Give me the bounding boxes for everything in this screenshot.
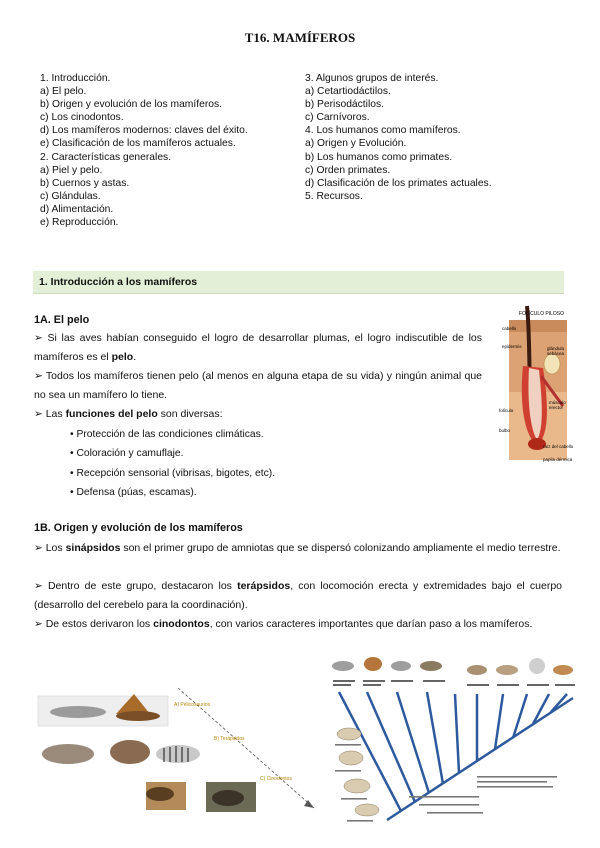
figure-label: músculo xyxy=(549,400,566,405)
list-item: • Defensa (púas, escamas). xyxy=(70,486,197,498)
toc-item: a) Cetartiodáctilos. xyxy=(305,86,391,98)
toc-item: c) Glándulas. xyxy=(40,190,101,202)
toc-item: e) Reproducción. xyxy=(40,217,119,229)
toc-item: 1. Introducción. xyxy=(40,73,111,84)
figure-label: erector xyxy=(549,405,564,410)
paragraph: ➢ Dentro de este grupo, destacaron los terápsidos, con locomoción erecta y extremidades bajo el cuerpo (desarrollo del cerebelo para la coordinación). xyxy=(34,580,563,611)
toc-item: c) Los cinodontos. xyxy=(40,112,124,124)
list-item: • Protección de las condiciones climáticas. xyxy=(70,429,264,440)
paragraph: ➢ Las funciones del pelo son diversas: xyxy=(34,408,223,420)
toc-item: a) Piel y pelo. xyxy=(40,164,103,176)
figure-label: glándula xyxy=(547,346,565,351)
list-item: • Coloración y camuflaje. xyxy=(70,448,184,460)
figure-label: papila dérmica xyxy=(543,457,573,462)
bullet-list xyxy=(70,425,275,502)
toc-item: b) Origen y evolución de los mamíferos. xyxy=(40,99,222,111)
figure-label: A) Pelicosaurios xyxy=(174,702,211,708)
figure-label: epidermis xyxy=(502,344,522,349)
paragraph: ➢ De estos derivaron los cinodontos, con varios caracteres importantes que darían paso a los mamíferos. xyxy=(34,618,533,630)
figure-label: FOLÍCULO PILOSO xyxy=(519,311,565,317)
toc-right xyxy=(305,72,492,203)
toc-left xyxy=(40,72,248,229)
page-title: T16. MAMÍFEROS xyxy=(244,30,356,45)
toc-item: e) Clasificación de los mamíferos actuales. xyxy=(40,138,236,150)
section-title: 1. Introducción a los mamíferos xyxy=(39,276,198,288)
toc-item: c) Carnívoros. xyxy=(305,112,370,124)
toc-item: d) Clasificación de los primates actuales. xyxy=(305,177,492,189)
paragraph: ➢ Todos los mamíferos tienen pelo (al menos en alguna etapa de su vida) y ningún animal que no sea un mamífero lo tiene. xyxy=(34,370,482,401)
paragraph: ➢ Si las aves habían conseguido el logro de desarrollar plumas, el logro indiscutible de los mamíferos es el pelo. xyxy=(34,332,482,363)
toc-item: c) Orden primates. xyxy=(305,164,391,176)
subsection-heading: 1A. El pelo xyxy=(34,314,90,326)
figure-label: folículo xyxy=(499,408,514,413)
figure-label: raíz del cabello xyxy=(543,444,574,449)
toc-item: 3. Algunos grupos de interés. xyxy=(305,73,439,84)
toc-item: b) Cuernos y astas. xyxy=(40,177,130,189)
paragraph: ➢ Los sinápsidos son el primer grupo de amniotas que se dispersó colonizando ampliamente el medio terrestre. xyxy=(34,542,561,554)
toc-item: b) Perisodáctilos. xyxy=(305,99,384,111)
toc-item: d) Los mamíferos modernos: claves del éxito. xyxy=(40,125,248,137)
subsection-heading: 1B. Origen y evolución de los mamíferos xyxy=(34,522,243,534)
figure-label: bulbo xyxy=(499,428,511,433)
toc-item: 5. Recursos. xyxy=(305,190,363,202)
figure-label: C) Cinodontos xyxy=(260,776,292,782)
figure-label: cabello xyxy=(502,326,517,331)
toc-item: a) El pelo. xyxy=(40,86,87,98)
figure-label: sebácea xyxy=(547,351,565,356)
hair-follicle-figure xyxy=(497,306,574,466)
toc-item: b) Los humanos como primates. xyxy=(305,151,453,163)
figure-label: B) Terápsidos xyxy=(214,736,245,742)
toc-item: 2. Características generales. xyxy=(40,151,172,163)
evolution-figure xyxy=(38,684,320,816)
toc-item: 4. Los humanos como mamíferos. xyxy=(305,125,461,137)
list-item: • Recepción sensorial (vibrisas, bigotes, etc). xyxy=(70,467,276,479)
toc-item: a) Origen y Evolución. xyxy=(305,138,407,150)
phylogeny-figure xyxy=(327,654,579,824)
toc-item: d) Alimentación. xyxy=(40,203,114,215)
section-header xyxy=(33,271,564,294)
